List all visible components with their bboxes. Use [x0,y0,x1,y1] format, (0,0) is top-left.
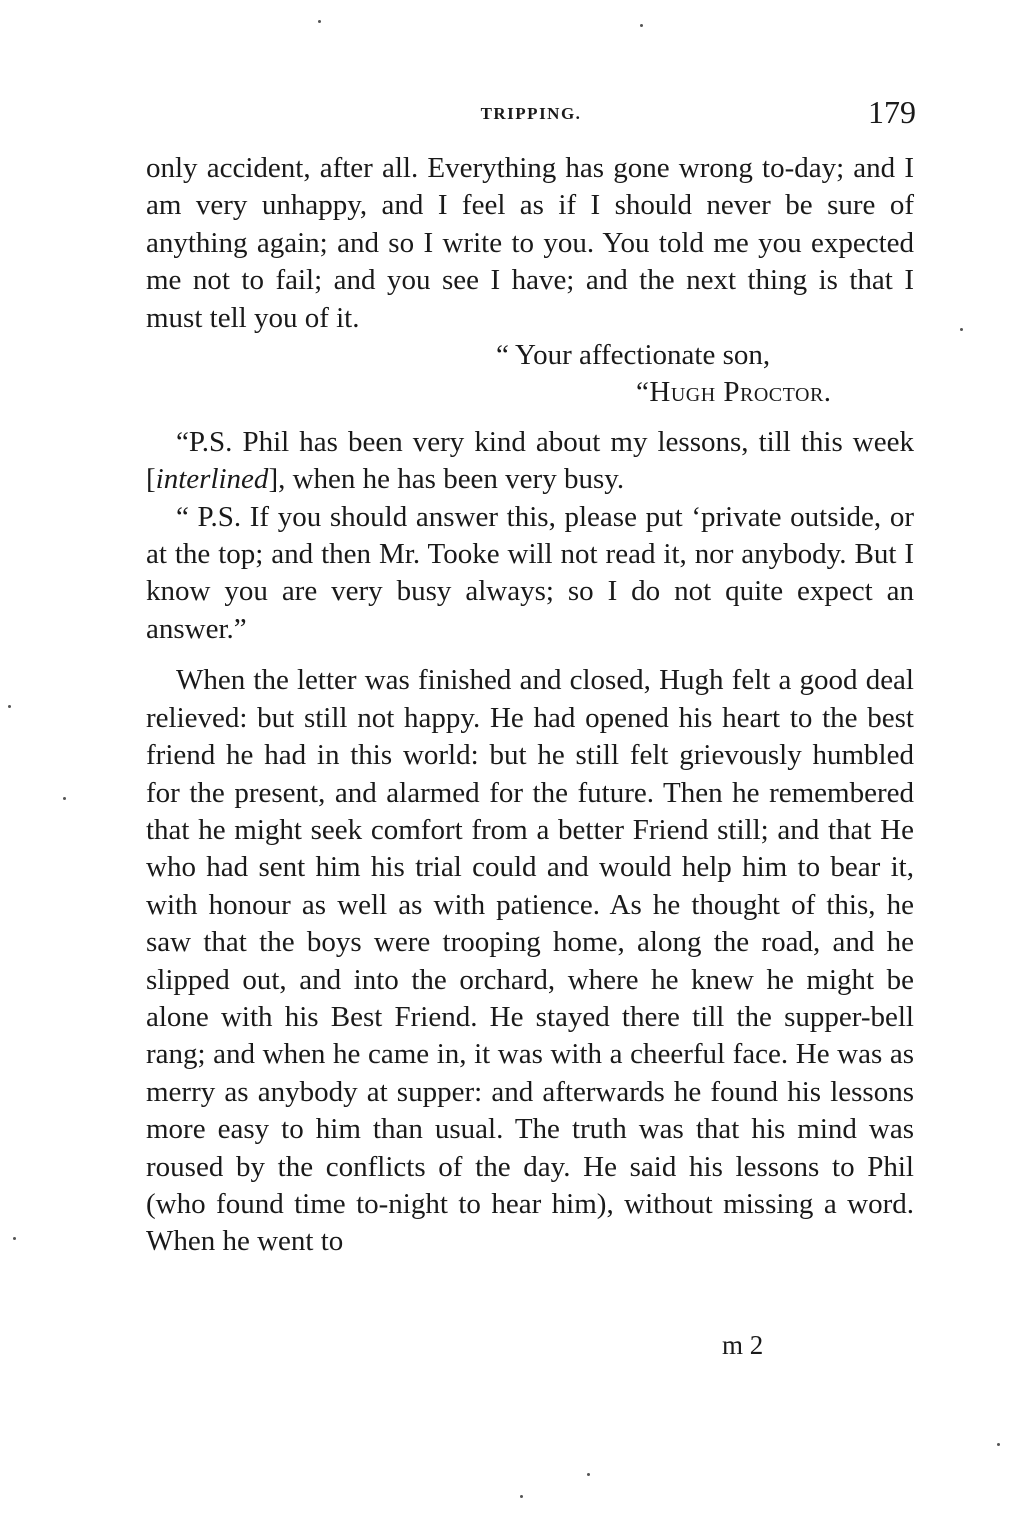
paper-speck [63,797,66,800]
paper-speck [960,328,963,331]
letter-closing-paragraph: only accident, after all. Everything has gone wrong to-day; and I am very unhappy, and I feel as if I should never be sure of anything again; and so I write to you. You told me you expected me not to fail; and you see I have; and the next thing is that I must tell you of it. [146,152,914,334]
body-text [146,150,914,1261]
narrative-paragraph: When the letter was finished and closed, Hugh felt a good deal relieved: but still not happy. He had opened his heart to the best friend he had in this world: but he still felt grievously humbled for the present, and alarmed for the future. Then he remembered that he might seek comfort from a better Friend still; and that He who had sent him his trial could and would help him to bear it, with honour as well as with patience. As he thought of this, he saw that the boys were trooping home, along the road, and he slipped out, and into the orchard, where he knew he might be alone with his Best Friend. He stayed there till the supper-bell rang; and when he came in, it was with a cheerful face. He was as merry as anybody at supper: and afterwards he found his lessons more easy to him than usual. The truth was that his mind was roused by the conflicts of the day. He said his lessons to Phil (who found time to-night to hear him), without missing a word. When he went to [146,664,914,1258]
signature: “Hugh Proctor. [636,376,832,409]
spacer [146,412,914,424]
running-title: TRIPPING. [480,104,582,123]
postscript-1-text: “P.S. Phil has been very kind about my lessons, till this week [ [146,425,914,496]
printer-signature-mark: m 2 [722,1330,764,1360]
running-head [146,94,916,134]
paper-speck [587,1473,590,1476]
postscript-1 [146,424,914,499]
page-number: 179 [868,94,916,130]
paper-speck [520,1495,523,1498]
paper-speck [13,1237,16,1240]
paper-speck [8,705,11,708]
spacer [146,648,914,662]
valediction: “ Your affectionate son, [496,339,771,372]
paper-speck [318,20,321,23]
paper-speck [640,24,643,27]
postscript-2: “ P.S. If you should answer this, please put ‘private outside, or at the top; and then Mr. Tooke will not read it, nor anybody. But I know you are very busy always; so I do not quite expect an answer.” [146,500,914,645]
interlined-note: interlined [155,463,269,496]
paper-speck [997,1443,1000,1446]
postscript-1-text-end: ], when he has been very busy. [268,463,625,496]
